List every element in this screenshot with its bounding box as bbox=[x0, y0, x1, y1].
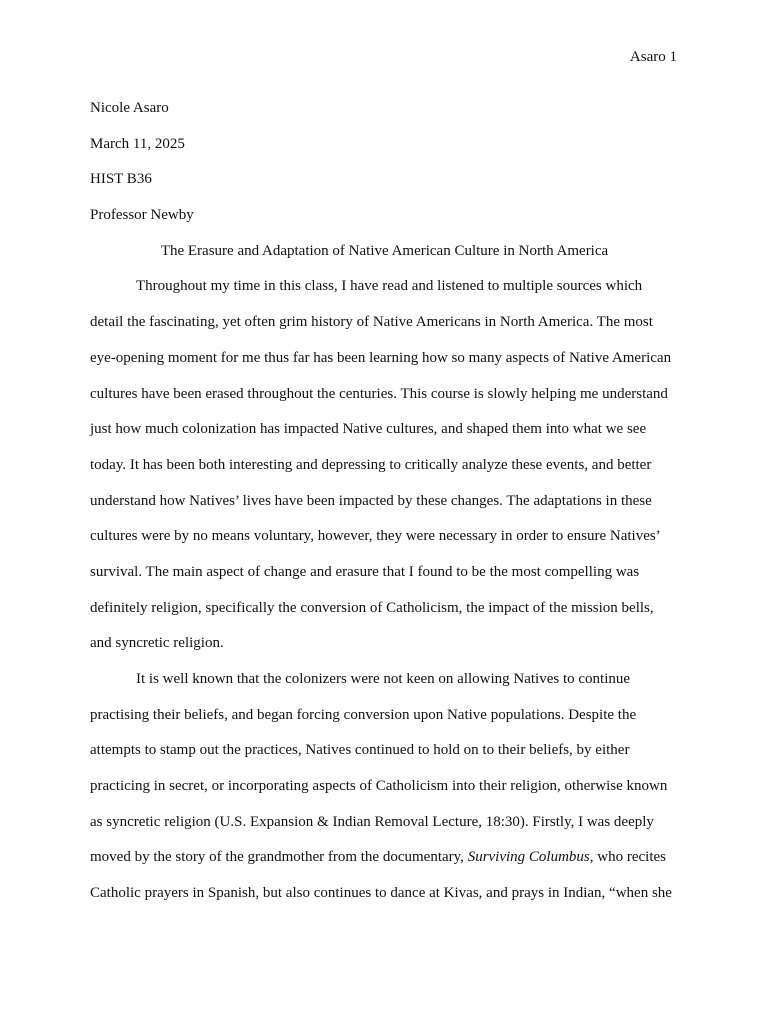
paragraph-line: survival. The main aspect of change and erasure that I found to be the most compelling was bbox=[90, 563, 640, 580]
documentary-title: Surviving Columbus bbox=[467, 849, 590, 866]
running-head: Asaro 1 bbox=[629, 49, 677, 65]
author-name: Nicole Asaro bbox=[90, 100, 169, 116]
professor-name: Professor Newby bbox=[90, 207, 194, 224]
paragraph-line: practising their beliefs, and began forcing conversion upon Native populations. Despite the bbox=[90, 706, 637, 723]
paragraph-line: cultures were by no means voluntary, however, they were necessary in order to ensure Natives’ bbox=[90, 528, 661, 545]
paragraph-line: practicing in secret, or incorporating aspects of Catholicism into their religion, otherwise known bbox=[90, 778, 668, 795]
paragraph-line: eye-opening moment for me thus far has been learning how so many aspects of Native American bbox=[90, 349, 672, 366]
paragraph-line: and syncretic religion. bbox=[90, 635, 224, 652]
document-body bbox=[90, 91, 679, 912]
paragraph-line: detail the fascinating, yet often grim history of Native Americans in North America. The most bbox=[90, 314, 653, 331]
paragraph-line: today. It has been both interesting and depressing to critically analyze these events, and better bbox=[90, 456, 652, 473]
paragraph-2 bbox=[90, 662, 679, 912]
text-run: moved by the story of the grandmother from the documentary, bbox=[90, 849, 468, 866]
paragraph-line: definitely religion, specifically the conversion of Catholicism, the impact of the mission bells, bbox=[90, 599, 654, 616]
paragraph-line: Throughout my time in this class, I have read and listened to multiple sources which bbox=[136, 278, 643, 295]
paragraph-line: It is well known that the colonizers were not keen on allowing Natives to continue bbox=[136, 671, 631, 687]
paragraph-line: as syncretic religion (U.S. Expansion & Indian Removal Lecture, 18:30). Firstly, I was deeply bbox=[90, 813, 654, 830]
paper-title: The Erasure and Adaptation of Native American Culture in North America bbox=[160, 242, 609, 259]
paragraph-line: attempts to stamp out the practices, Natives continued to hold on to their beliefs, by either bbox=[90, 742, 630, 759]
text-run: , who recites bbox=[589, 849, 667, 866]
paragraph-line bbox=[90, 840, 679, 876]
course-name: HIST B36 bbox=[90, 171, 152, 188]
paper-date: March 11, 2025 bbox=[90, 135, 185, 152]
paragraph-line: just how much colonization has impacted Native cultures, and shaped them into what we see bbox=[90, 421, 647, 438]
paragraph-line: Catholic prayers in Spanish, but also continues to dance at Kivas, and prays in Indian, “when she bbox=[90, 885, 672, 902]
paragraph-1 bbox=[90, 269, 679, 662]
paragraph-line: understand how Natives’ lives have been impacted by these changes. The adaptations in these bbox=[90, 492, 652, 509]
paragraph-line: cultures have been erased throughout the centuries. This course is slowly helping me understand bbox=[90, 385, 668, 402]
